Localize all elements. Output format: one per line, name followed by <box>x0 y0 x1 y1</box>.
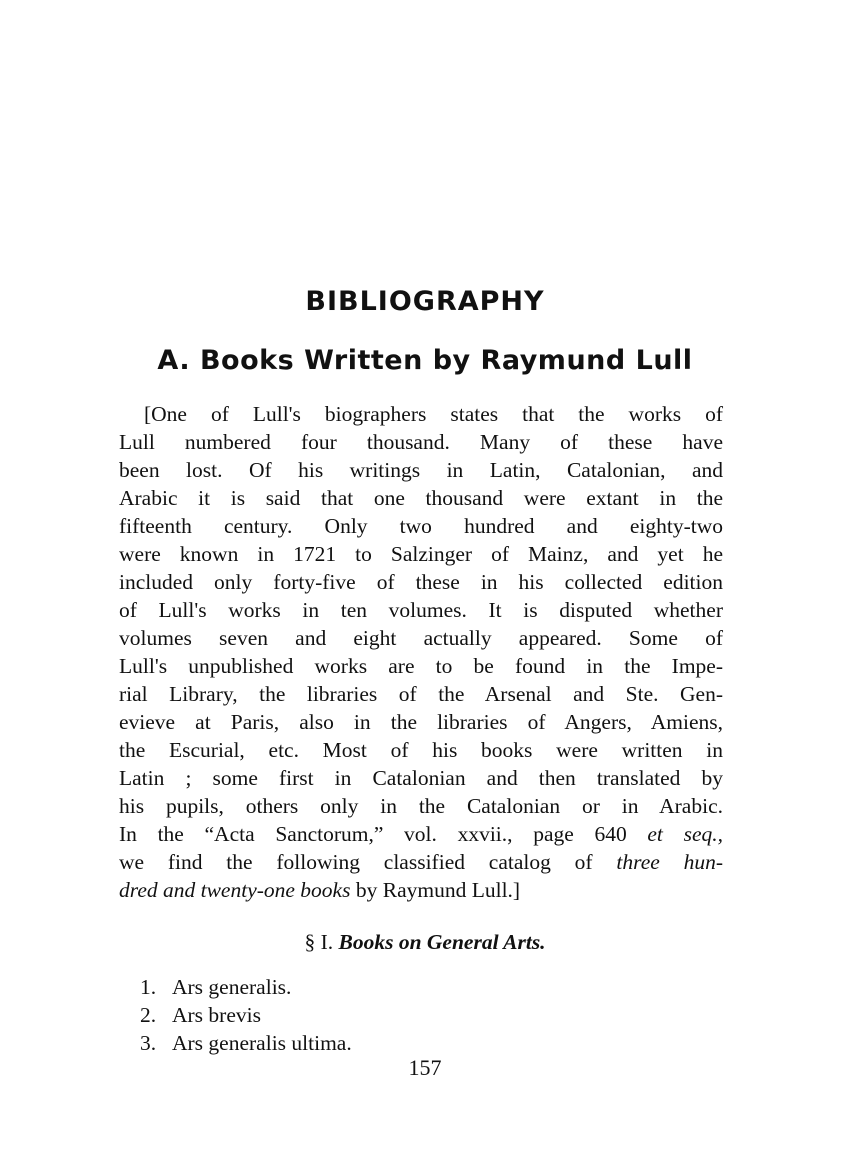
paragraph-line <box>119 820 723 848</box>
paragraph-line: Lull's unpublished works are to be found in the Impe- <box>119 654 723 678</box>
paragraph-line: volumes seven and eight actually appeared. Some of <box>119 626 723 650</box>
paragraph-line: Latin ; some first in Catalonian and then translated by <box>119 766 723 790</box>
list-item <box>140 973 352 1001</box>
section-mark: § I. <box>304 930 334 954</box>
paragraph-line: evieve at Paris, also in the libraries of Angers, Amiens, <box>119 710 723 734</box>
page-number: 157 <box>408 1055 442 1080</box>
paragraph-line: been lost. Of his writings in Latin, Catalonian, and <box>119 458 723 482</box>
list-item-text: Ars generalis ultima. <box>172 1031 352 1055</box>
paragraph-line: rial Library, the libraries of the Arsenal and Ste. Gen- <box>119 682 723 706</box>
paragraph-line: were known in 1721 to Salzinger of Mainz, and yet he <box>119 542 723 566</box>
paragraph-line: his pupils, others only in the Catalonian or in Arabic. <box>119 794 723 818</box>
list-item-text: Ars generalis. <box>172 975 292 999</box>
paragraph-line <box>119 848 723 876</box>
subsection-title: Books on General Arts. <box>338 930 546 954</box>
book-list <box>140 973 352 1057</box>
paragraph-line: included only forty-five of these in his collected edition <box>119 570 723 594</box>
paragraph-line <box>119 876 723 904</box>
list-item-text: Ars brevis <box>172 1003 261 1027</box>
list-number: 1. <box>140 975 157 999</box>
paragraph-line: fifteenth century. Only two hundred and eighty-two <box>119 514 723 538</box>
list-number: 3. <box>140 1031 157 1055</box>
page-title: BIBLIOGRAPHY <box>305 286 545 317</box>
paragraph-fragment: we find the following classified catalog of <box>119 850 593 874</box>
paragraph-line: Arabic it is said that one thousand were extant in the <box>119 486 723 510</box>
paragraph-fragment: by Raymund Lull.] <box>355 878 521 902</box>
section-heading: A. Books Written by Raymund Lull <box>157 345 693 376</box>
list-number: 2. <box>140 1003 157 1027</box>
paragraph-fragment: In the “Acta Sanctorum,” vol. xxvii., page 640 <box>119 822 627 846</box>
subsection-heading <box>0 928 850 956</box>
italic-phrase: three hun- <box>616 850 723 874</box>
paragraph-line: [One of Lull's biographers states that the works of <box>144 402 723 426</box>
paragraph-line: of Lull's works in ten volumes. It is disputed whether <box>119 598 723 622</box>
paragraph-line: Lull numbered four thousand. Many of these have <box>119 430 723 454</box>
list-item <box>140 1001 352 1029</box>
paragraph-line: the Escurial, etc. Most of his books were written in <box>119 738 723 762</box>
list-item <box>140 1029 352 1057</box>
intro-paragraph <box>119 400 723 904</box>
italic-phrase: et seq., <box>647 822 723 846</box>
italic-phrase: dred and twenty-one books <box>119 878 351 902</box>
